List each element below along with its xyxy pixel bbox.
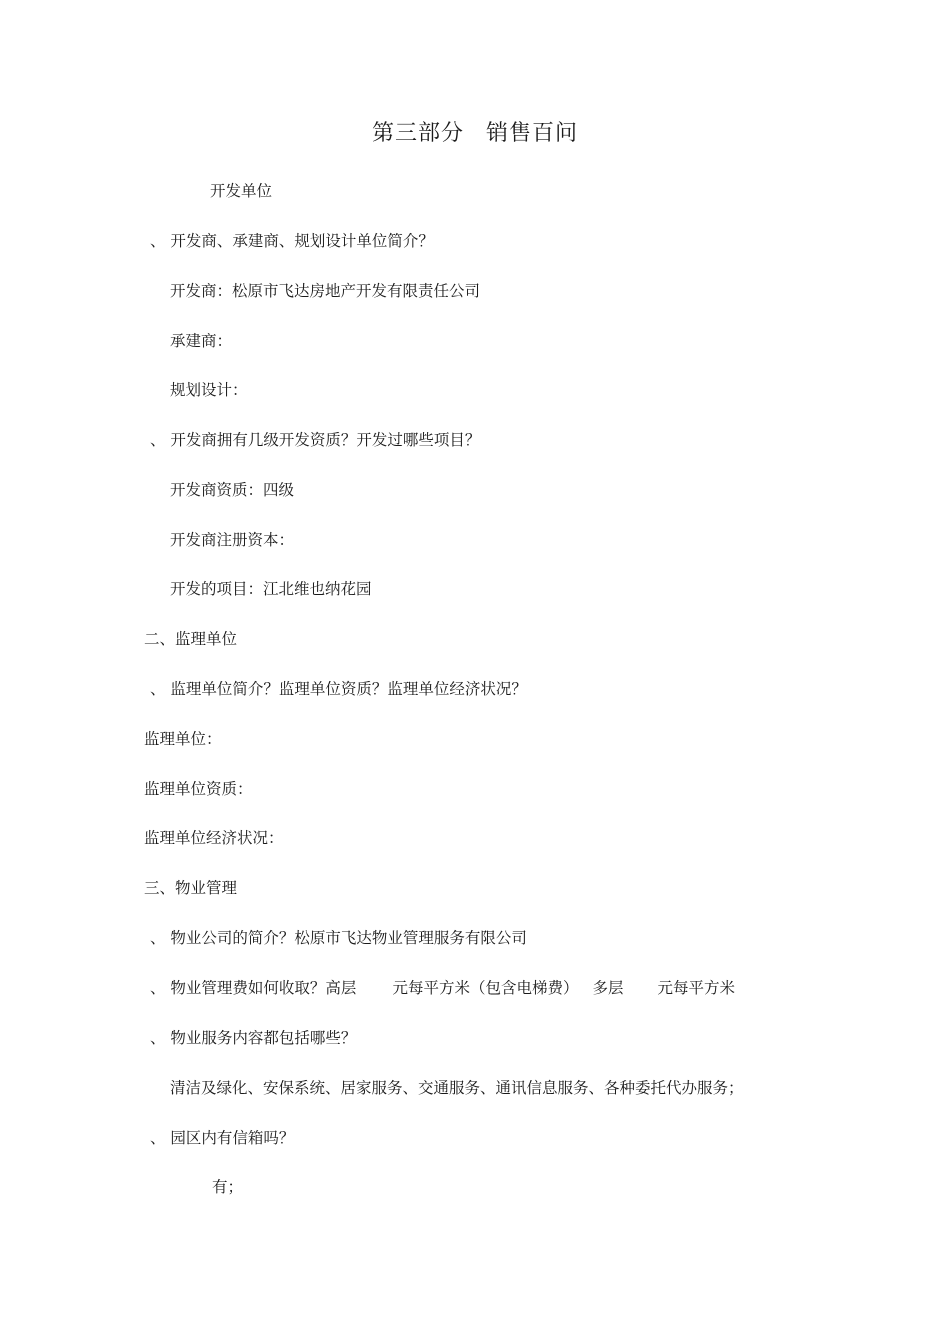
property-services-list: 清洁及绿化、安保系统、居家服务、交通服务、通讯信息服务、各种委托代办服务； xyxy=(170,1079,744,1097)
property-fee-part-4: 元每平方米 xyxy=(657,979,735,997)
question-developer-intro: 、 开发商、承建商、规划设计单位简介？ xyxy=(150,232,434,250)
title-part-1: 第三部分 xyxy=(371,121,464,146)
contractor-name: 承建商： xyxy=(170,332,233,350)
developer-name: 开发商：松原市飞达房地产开发有限责任公司 xyxy=(170,282,481,300)
section-heading-property: 三、物业管理 xyxy=(144,879,238,897)
question-property-company: 、 物业公司的简介？松原市飞达物业管理服务有限公司 xyxy=(150,929,527,947)
developer-projects: 开发的项目：江北维也纳花园 xyxy=(170,580,372,598)
question-mailbox: 、 园区内有信箱吗？ xyxy=(150,1129,295,1147)
answer-mailbox: 有； xyxy=(212,1178,244,1196)
section-heading-developer: 开发单位 xyxy=(210,182,273,200)
property-fee-part-3: 多层 xyxy=(592,979,624,997)
developer-qualification: 开发商资质：四级 xyxy=(170,481,295,499)
question-developer-qualification: 、 开发商拥有几级开发资质？开发过哪些项目？ xyxy=(150,431,481,449)
question-property-services: 、 物业服务内容都包括哪些？ xyxy=(150,1029,357,1047)
property-fee-part-1: 、 物业管理费如何收取？高层 xyxy=(150,979,357,997)
supervisor-economics: 监理单位经济状况： xyxy=(144,829,284,847)
question-property-fee xyxy=(150,977,735,999)
title-part-2: 销售百问 xyxy=(486,121,579,146)
property-fee-part-2: 元每平方米（包含电梯费） xyxy=(392,979,579,997)
supervisor-qualification: 监理单位资质： xyxy=(144,780,253,798)
planning-designer: 规划设计： xyxy=(170,381,248,399)
developer-capital: 开发商注册资本： xyxy=(170,531,295,549)
question-supervisor-intro: 、 监理单位简介？监理单位资质？监理单位经济状况？ xyxy=(150,680,527,698)
section-heading-supervisor: 二、监理单位 xyxy=(144,630,238,648)
page-title xyxy=(0,118,950,150)
supervisor-name: 监理单位： xyxy=(144,730,222,748)
